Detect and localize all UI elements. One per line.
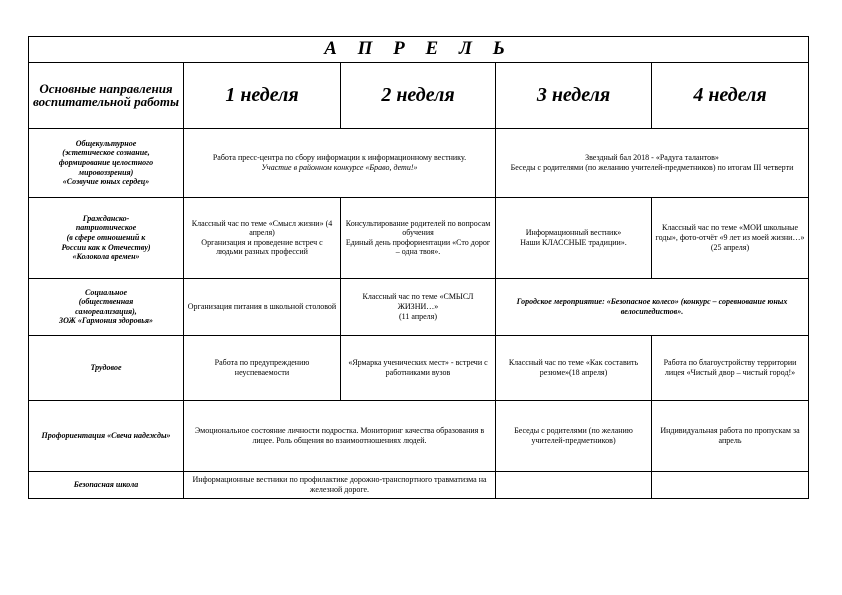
week-4-header: 4 неделя	[652, 62, 809, 128]
weeks-1-2-cell	[184, 471, 496, 498]
direction-cell	[29, 471, 184, 498]
week-4-cell	[652, 471, 809, 498]
direction-line: мировоззрения)	[78, 167, 134, 177]
week-2-cell	[341, 278, 496, 335]
week-4-cell	[652, 335, 809, 400]
direction-line: (эстетическое сознание,	[62, 148, 150, 158]
month-row	[29, 37, 809, 63]
activity-text: Наши КЛАССНЫЕ традиции».	[520, 237, 627, 247]
plan-sheet	[28, 36, 808, 499]
direction-line: «Созвучие юных сердец»	[62, 177, 150, 187]
table-row	[29, 335, 809, 400]
week-4-cell	[652, 197, 809, 278]
week-4-cell	[652, 400, 809, 471]
direction-line: России как к Отечеству)	[61, 242, 151, 252]
direction-line: формирование целостного	[58, 158, 154, 167]
activity-text: Беседы с родителями (по желанию учителей-предметников)	[514, 426, 633, 445]
table-row	[29, 278, 809, 335]
week-2-cell	[341, 197, 496, 278]
direction-line: «Колокола времен»	[72, 252, 140, 262]
activity-text: Беседы с родителями (по желанию учителей-предметников) по итогам III четверти	[510, 162, 794, 172]
activity-text: Классный час по теме «Смысл жизни» (4 апреля)	[191, 218, 333, 238]
activity-text: Городское мероприятие: «Безопасное колесо» (конкурс – соревнование юных велосипедистов».	[516, 297, 788, 316]
direction-line: (общественная	[78, 297, 134, 307]
activity-text: Участие в районном конкурсе «Браво, дети!»	[261, 162, 418, 172]
week-1-cell	[184, 197, 341, 278]
direction-cell	[29, 128, 184, 197]
activity-text: Работа пресс-центра по сбору информации к информационному вестнику.	[212, 153, 467, 163]
week-3-cell	[496, 335, 652, 400]
directions-header: Основные направления воспитательной работы	[29, 62, 184, 128]
table-row	[29, 400, 809, 471]
direction-cell	[29, 197, 184, 278]
week-2-header: 2 неделя	[341, 62, 496, 128]
activity-text: Работа по предупреждению неуспеваемости	[214, 358, 310, 377]
direction-line: патриотическое	[75, 223, 137, 233]
direction-line: Профориентация «Свеча надежды»	[41, 431, 171, 440]
week-1-cell	[184, 335, 341, 400]
direction-line: Общекультурное	[75, 138, 137, 148]
direction-cell	[29, 400, 184, 471]
activity-text: Классный час по теме «МОИ школьные годы», фото-отчёт «9 лет из моей жизни…» (25 апреля)	[655, 223, 805, 252]
activity-text: Классный час по теме «СМЫСЛ ЖИЗНИ…»	[362, 292, 474, 311]
weeks-1-2-cell	[184, 400, 496, 471]
activity-text: Информационные вестники по профилактике дорожно-транспортного травматизма на железной дороге.	[192, 475, 487, 494]
direction-cell	[29, 335, 184, 400]
header-row	[29, 62, 809, 128]
week-3-cell	[496, 400, 652, 471]
direction-line: Социальное	[84, 287, 128, 297]
week-1-header: 1 неделя	[184, 62, 341, 128]
activity-text: Информационный вестник»	[525, 228, 622, 238]
weeks-3-4-cell	[496, 278, 809, 335]
week-3-cell	[496, 471, 652, 498]
table-row	[29, 471, 809, 498]
activity-text: (11 апреля)	[399, 311, 437, 321]
week-3-header: 3 неделя	[496, 62, 652, 128]
activity-text: Единый день профориентации «Сто дорог – одна твоя».	[345, 237, 491, 257]
direction-line: самореализация),	[75, 306, 137, 316]
activity-text: «Ярмарка ученических мест» - встречи с работниками вузов	[348, 358, 488, 377]
activity-text: Организация питания в школьной столовой	[187, 302, 337, 311]
week-1-cell	[184, 278, 341, 335]
activity-text: Эмоциональное состояние личности подростка. Мониторинг качества образования в лицее. Роль общения во взаимоотношениях людей.	[194, 426, 485, 445]
activity-text: Звездный бал 2018 - «Радуга талантов»	[585, 153, 719, 163]
activity-text: Консультирование родителей по вопросам обучения	[345, 218, 491, 238]
weeks-1-2-cell	[184, 128, 496, 197]
direction-line: ЗОЖ «Гармония здоровья»	[59, 316, 153, 326]
week-2-cell	[341, 335, 496, 400]
activity-text: Работа по благоустройству территории лицея «Чистый двор – чистый город!»	[663, 358, 797, 377]
week-3-cell	[496, 197, 652, 278]
direction-line: Трудовое	[90, 363, 122, 372]
activity-text: Индивидуальная работа по пропускам за апрель	[660, 426, 800, 445]
direction-line: (в сфере отношений к	[66, 233, 146, 242]
direction-line: Безопасная школа	[73, 480, 139, 489]
april-plan-table	[28, 36, 809, 499]
activity-text: Организация и проведение встреч с людьми разных профессий	[201, 237, 323, 257]
month-title: А П Р Е Л Ь	[29, 37, 809, 63]
table-row	[29, 128, 809, 197]
direction-cell	[29, 278, 184, 335]
activity-text: Классный час по теме «Как составить резюме»(18 апреля)	[508, 358, 639, 377]
direction-line: Гражданско-	[82, 213, 130, 223]
table-row	[29, 197, 809, 278]
weeks-3-4-cell	[496, 128, 809, 197]
